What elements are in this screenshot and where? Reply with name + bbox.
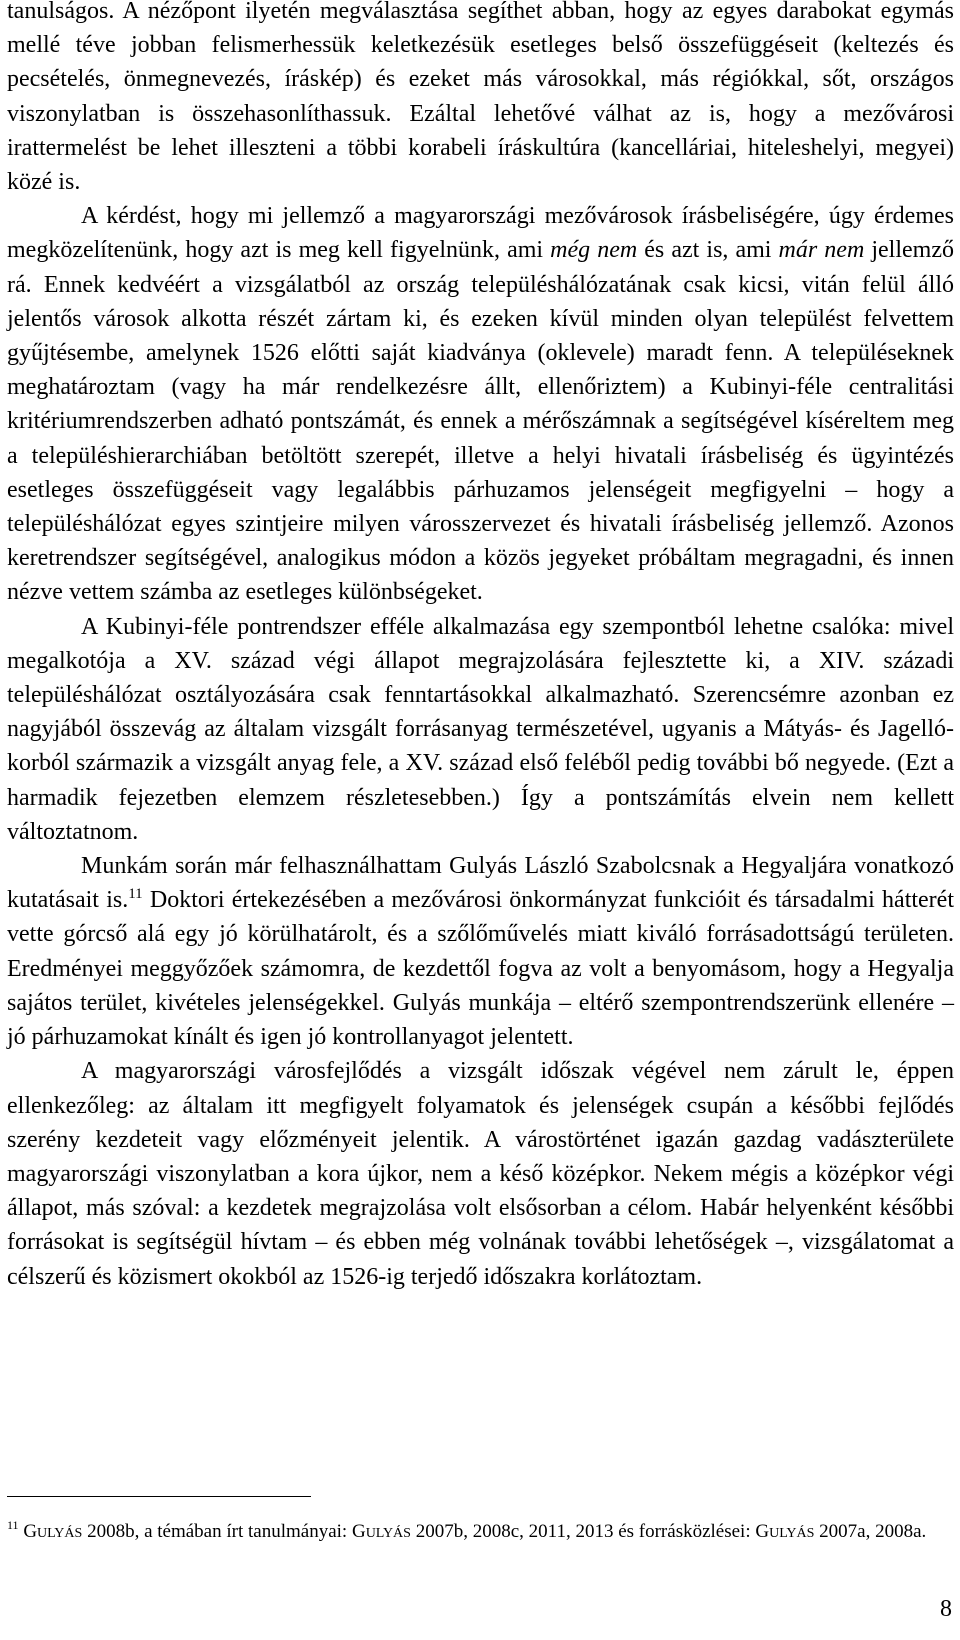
paragraph-5 — [7, 1054, 954, 1293]
paragraph-2-text-b: és azt is, ami — [637, 237, 779, 264]
paragraph-2-text-c: jellemző rá. Ennek kedvéért a vizsgálatból az ország településhálózatának csak kicsi, vitán felül álló jelentős városok alkotta részét zártam ki, és ezeken kívül minden olyan települést felvettem gyűjtésembe, amelynek 1526 előtti saját kiadványa (oklevele) maradt fenn. A településeknek meghatároztam (vagy ha már rendelkezésre állt, ellenőriztem) a Kubinyi-féle centralitási kritériumrendszerben adható pontszámát, és ennek a mérőszámnak a segítségével kíséreltem meg a településhierarchiában betöltött szerepét, illetve a helyi hivatali írásbeliség és ügyintézés esetleges összefüggéseit vagy legalábbis párhuzamos jelenségeit megfigyelni – hogy a településhálózat egyes szintjeire milyen városszervezet és hivatali írásbeliség jellemző. Azonos keretrendszer segítségével, analogikus módon a közös jegyeket próbáltam megragadni, és innen nézve vettem számba az esetleges különbségeket. — [7, 237, 954, 606]
paragraph-2 — [7, 199, 954, 609]
paragraph-1-text: tanulságos. A nézőpont ilyetén megválasztása segíthet abban, hogy az egyes darabokat egymás mellé téve jobban felismerhessük keletkezésük esetleges belső összefüggéseit (keltezés és pecsételés, önmegnevezés, íráskép) és ezeket más városokkal, más régiókkal, sőt, országos viszonylatban is összehasonlíthassuk. Ezáltal lehetővé válhat az is, hogy a mezővárosi irattermelést be lehet illeszteni a többi korabeli íráskultúra (kancelláriai, hiteleshelyi, megyei) közé is. — [7, 0, 954, 196]
emphasis-meg-nem: még nem — [550, 237, 638, 264]
page-number: 8 — [940, 1596, 952, 1622]
paragraph-5-text: A magyarországi városfejlődés a vizsgált időszak végével nem zárult le, éppen ellenkezőleg: az általam itt megfigyelt folyamatok és jelenségek csupán a későbbi fejlődés szerény kezdeteit vagy előzményeit jelentik. A várostörténet igazán gazdag vadászterülete magyarországi viszonylatban a kora újkor, nem a késő középkor. Nekem mégis a középkor végi állapot, más szóval: a kezdetek megrajzolása volt elsősorban a célom. Habár helyenként későbbi forrásokat is segítségül hívtam – és ebben még volnának további lehetőségek –, vizsgálatomat a célszerű és közismert okokból az 1526-ig terjedő időszakra korlátoztam. — [7, 1058, 954, 1290]
paragraph-3-text: A Kubinyi-féle pontrendszer efféle alkalmazása egy szempontból lehetne csalóka: mivel megalkotója a XV. század végi állapot megrajzolására fejlesztette ki, a XIV. századi településhálózat osztályozására csak fenntartásokkal alkalmazható. Szerencsémre azonban ez nagyjából összevág az általam vizsgált forrásanyag természetével, ugyanis a Mátyás- és Jagelló-korból származik a vizsgált anyag fele, a XV. század első feléből pedig további bő negyede. (Ezt a harmadik fejezetben elemzem részletesebben.) Így a pontszámítás elvein nem kellett változtatnom. — [7, 613, 954, 845]
footnote-separator — [7, 1496, 311, 1497]
emphasis-mar-nem: már nem — [778, 237, 865, 264]
footnote-text: 2008b, a témában írt tanulmányai: — [82, 1521, 352, 1542]
author-smallcaps: ULYÁS — [769, 1526, 815, 1541]
author-smallcaps: ULYÁS — [37, 1526, 83, 1541]
paragraph-2-text-a: A kérdést, hogy mi jellemző a magyarországi mezővárosok írásbeliségére, úgy érdemes megközelítenünk, hogy azt is meg kell figyelnünk, ami — [7, 203, 954, 264]
footnote — [7, 1517, 952, 1549]
author-initial: G — [23, 1521, 38, 1542]
paragraph-3 — [7, 610, 954, 849]
author-smallcaps: ULYÁS — [365, 1526, 411, 1541]
author-initial: G — [755, 1521, 770, 1542]
paragraph-4-text-b: Doktori értekezésében a mezővárosi önkormányzat funkcióit és társadalmi hátterét vette górcső alá egy jó körülhatárolt, és a szőlőművelés miatt kiváló forrásadottságú területen. Eredményei meggyőzőek számomra, de kezdettől fogva az volt a benyomásom, hogy a Hegyalja sajátos terület, kivételes jelenségekkel. Gulyás munkája – eltérő szempontrendszerünk ellenére – jó párhuzamokat kínált és igen jó kontrollanyagot jelentett. — [7, 887, 954, 1051]
footnote-reference[interactable]: 11 — [128, 886, 143, 903]
paragraph-4 — [7, 849, 954, 1054]
footnote-text: 2007a, 2008a. — [814, 1521, 927, 1542]
footnote-text: 2007b, 2008c, 2011, 2013 és forrásközlései: — [410, 1521, 756, 1542]
author-initial: G — [351, 1521, 366, 1542]
paragraph-1 — [7, 0, 954, 199]
paragraph-4-text-a: Munkám során már felhasználhattam Gulyás László Szabolcsnak a Hegyaljára vonatkozó kutatásait is. — [7, 853, 954, 914]
footnote-number: 11 — [7, 1518, 19, 1532]
document-body — [7, 0, 954, 1294]
